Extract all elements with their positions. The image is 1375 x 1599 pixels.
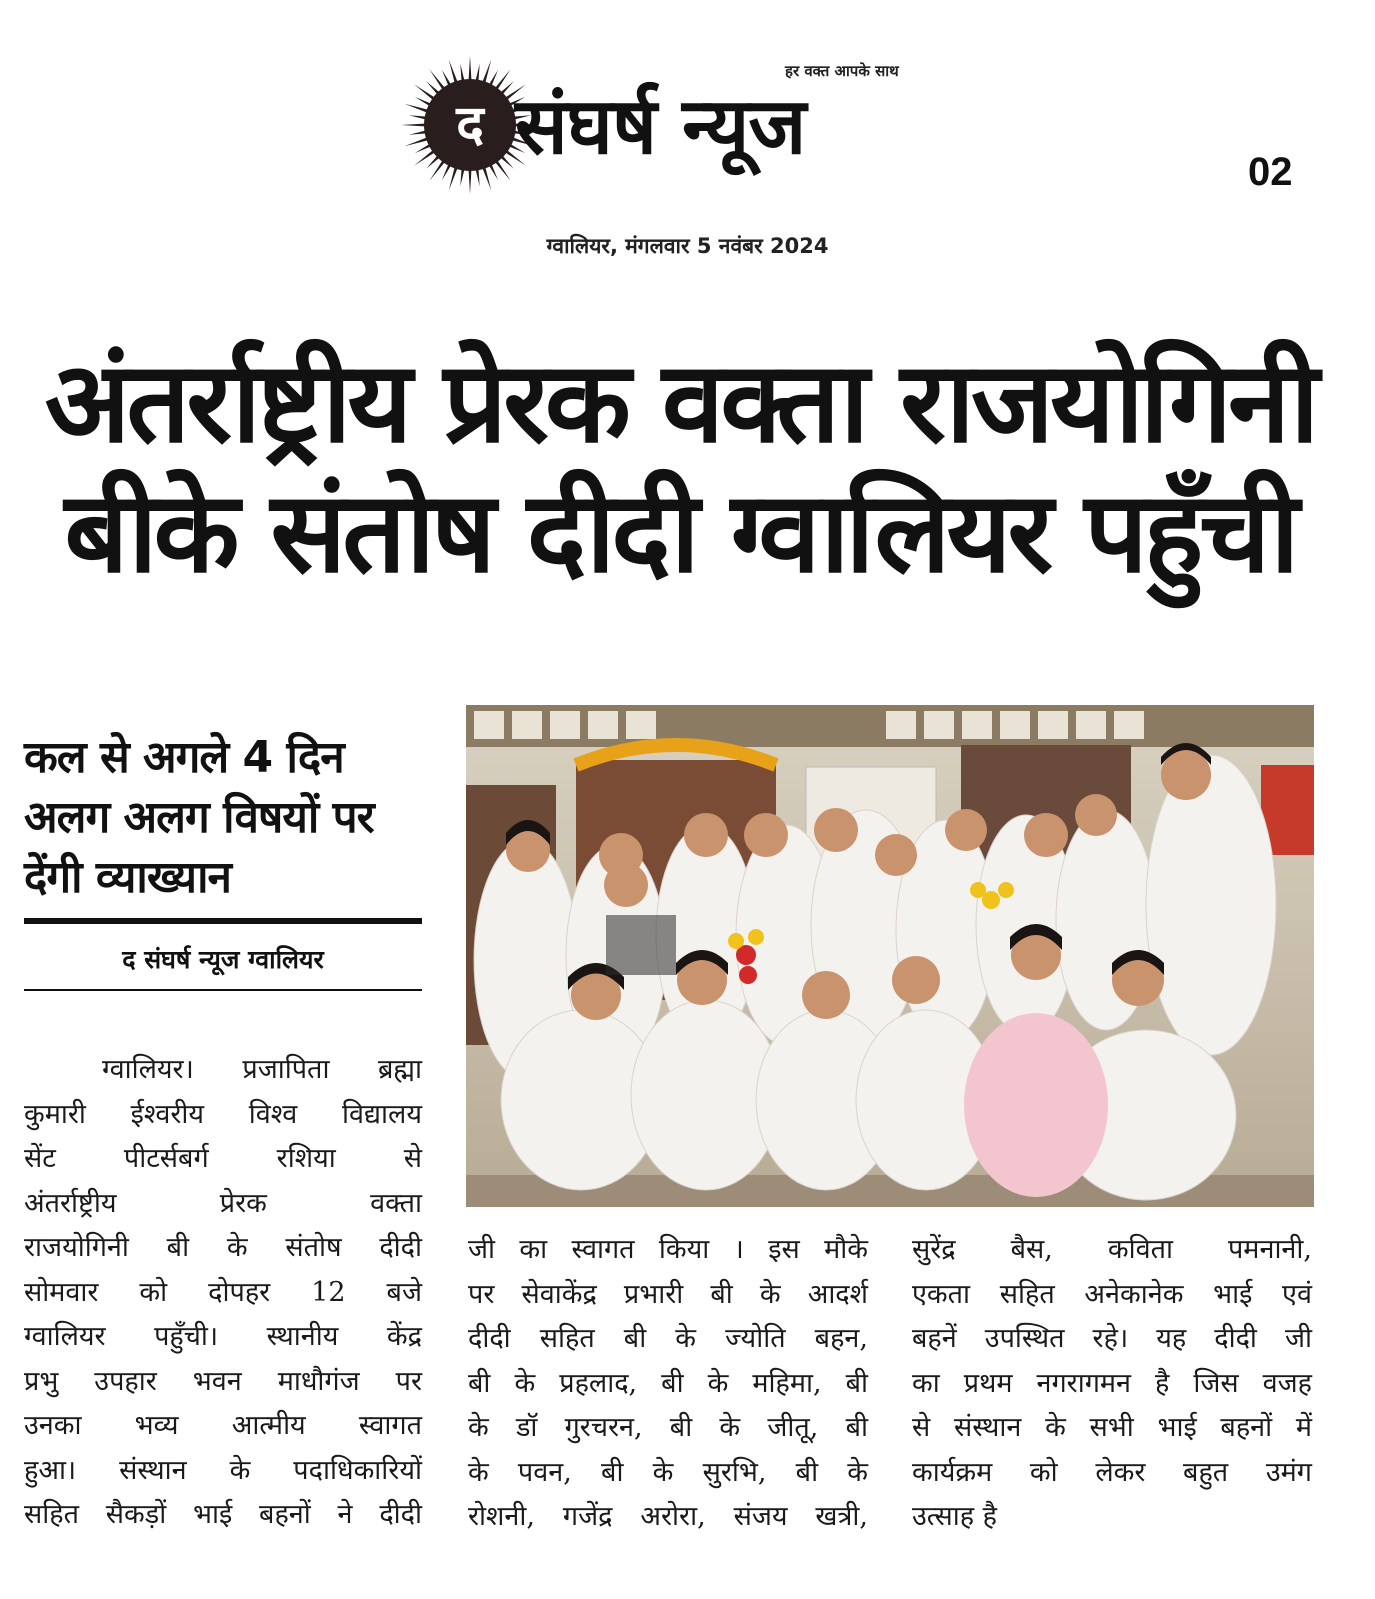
- byline: द संघर्ष न्यूज ग्वालियर: [122, 945, 324, 974]
- article-line: ग्वालियर पहुँची। स्थानीय केंद्र: [24, 1321, 422, 1352]
- sunburst-ray: [442, 70, 452, 87]
- article-line: उनका भव्य आत्मीय स्वागत: [24, 1410, 422, 1441]
- sunburst-ray: [489, 164, 499, 181]
- sunburst-ray: [460, 64, 464, 82]
- article-line: रोशनी, गजेंद्र अरोरा, संजय खत्री,: [468, 1501, 868, 1532]
- sunburst-ray: [409, 115, 427, 119]
- sunburst-ray: [469, 169, 472, 194]
- article-line: प्रभु उपहार भवन माधौगंज पर: [24, 1365, 422, 1397]
- byline-divider: [24, 989, 422, 991]
- article-line: सुरेंद्र बैस, कविता पमनानी,: [912, 1234, 1312, 1265]
- sunburst-ray: [482, 59, 491, 83]
- article-line: राजयोगिनी बी के संतोष दीदी: [24, 1232, 422, 1263]
- masthead: [400, 55, 960, 195]
- article-line: बी के प्रहलाद, बी के महिमा, बी: [468, 1367, 868, 1399]
- article-line: से संस्थान के सभी भाई बहनों में: [912, 1412, 1312, 1443]
- sunburst-ray: [489, 70, 499, 87]
- sunburst-ray: [415, 144, 432, 154]
- article-line: के डॉ गुरचरन, बी के जीतू, बी: [468, 1412, 868, 1443]
- sunburst-ray: [475, 64, 479, 82]
- subheadline-line-1: कल से अगले 4 दिन: [24, 732, 344, 783]
- sunburst-ray: [469, 56, 472, 81]
- page-number: 02: [1248, 150, 1293, 194]
- article-column-2: [468, 1228, 868, 1540]
- sunburst-ray: [482, 166, 491, 190]
- article-line: जी का स्वागत किया । इस मौके: [468, 1234, 868, 1265]
- sunburst-ray: [442, 164, 452, 181]
- sunburst-ray: [449, 166, 458, 190]
- article-line: एकता सहित अनेकानेक भाई एवं: [912, 1278, 1312, 1310]
- article-column-3: [912, 1228, 1312, 1540]
- article-line: पर सेवाकेंद्र प्रभारी बी के आदर्श: [468, 1278, 868, 1310]
- brand-name: संघर्ष न्यूज: [515, 82, 806, 172]
- article-line: ग्वालियर। प्रजापिता ब्रह्मा: [102, 1054, 422, 1085]
- sunburst-ray: [409, 130, 427, 134]
- article-line: अंतर्राष्ट्रीय प्रेरक वक्ता: [24, 1187, 422, 1219]
- subheadline-line-2: अलग अलग विषयों पर: [24, 792, 374, 843]
- article-line: सहित सैकड़ों भाई बहनों ने दीदी: [24, 1499, 422, 1530]
- subheadline: [24, 728, 424, 908]
- headline-line-1: अंतर्राष्ट्रीय प्रेरक वक्ता राजयोगिनी: [44, 338, 1316, 468]
- brand-prefix: द: [456, 95, 484, 155]
- sunburst-ray: [500, 155, 514, 169]
- article-line: दीदी सहित बी के ज्योति बहन,: [468, 1323, 868, 1354]
- sunburst-ray: [404, 137, 428, 146]
- sunburst-ray: [449, 59, 458, 83]
- sunburst-ray: [401, 124, 426, 127]
- article-column-1: [24, 1048, 422, 1538]
- sunburst-ray: [475, 168, 479, 186]
- article-line: का प्रथम नगरागमन है जिस वजह: [912, 1367, 1312, 1399]
- article-line: बहनें उपस्थित रहे। यह दीदी जी: [912, 1323, 1312, 1354]
- subheadline-line-3: देंगी व्याख्यान: [24, 852, 231, 903]
- sunburst-ray: [426, 155, 440, 169]
- headline-line-2: बीके संतोष दीदी ग्वालियर पहुँची: [64, 468, 1296, 598]
- headline: [20, 338, 1340, 598]
- sunburst-ray: [415, 97, 432, 107]
- group-photo: [466, 705, 1314, 1207]
- article-line: उत्साह है: [912, 1501, 998, 1532]
- dateline: ग्वालियर, मंगलवार 5 नवंबर 2024: [546, 234, 829, 258]
- article-line: कुमारी ईश्वरीय विश्व विद्यालय: [24, 1098, 422, 1130]
- article-line: सोमवार को दोपहर 12 बजे: [24, 1276, 422, 1308]
- sunburst-ray: [404, 104, 428, 113]
- article-line: सेंट पीटर्सबर्ग रशिया से: [24, 1143, 422, 1174]
- sunburst-ray: [460, 168, 464, 186]
- article-line: के पवन, बी के सुरभि, बी के: [468, 1456, 868, 1488]
- subheadline-divider: [24, 918, 422, 924]
- article-line: हुआ। संस्थान के पदाधिकारियों: [24, 1454, 422, 1486]
- article-line: कार्यक्रम को लेकर बहुत उमंग: [912, 1456, 1312, 1488]
- tagline: हर वक्त आपके साथ: [785, 62, 899, 80]
